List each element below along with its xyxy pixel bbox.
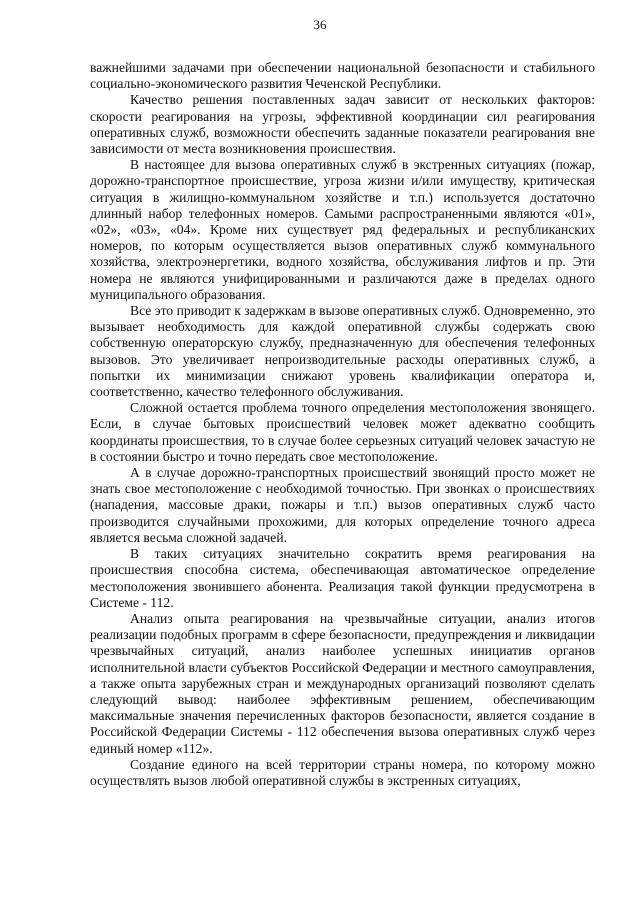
paragraph-1: важнейшими задачами при обеспечении национальной безопасности и стабильного социально-экономического развития Чеченской Республики. <box>90 60 595 92</box>
paragraph-9: Создание единого на всей территории страны номера, по которому можно осуществлять вызов любой оперативной службы в экстренных ситуациях, <box>90 756 595 788</box>
paragraph-7: В таких ситуациях значительно сократить время реагирования на происшествия способна система, обеспечивающая автоматическое определение местоположения звонившего абонента. Реализация такой функции предусмотрена в Системе - 112. <box>90 546 595 610</box>
paragraph-4: Все это приводит к задержкам в вызове оперативных служб. Одновременно, это вызывает необходимость для каждой оперативной службы содержать свою собственную операторскую службу, предназначенную для обеспечения телефонных вызовов. Это увеличивает непроизводительные расходы оперативных служб, а попытки их минимизации снижают уровень квалификации оператора и, соответственно, качество телефонного обслуживания. <box>90 303 595 400</box>
paragraph-6: А в случае дорожно-транспортных происшествий звонящий просто может не знать свое местоположение с необходимой точностью. При звонках о происшествиях (нападения, массовые драки, пожары и т.п.) вызов оперативных служб часто производится случайными прохожими, для которых определение точного адреса является весьма сложной задачей. <box>90 465 595 545</box>
document-body <box>90 60 595 789</box>
paragraph-2: Качество решения поставленных задач зависит от нескольких факторов: скорости реагирования на угрозы, эффективной координации сил реагирования оперативных служб, возможности обеспечить заданные показатели реагирования вне зависимости от места возникновения происшествия. <box>90 92 595 157</box>
paragraph-5: Сложной остается проблема точного определения местоположения звонящего. Если, в случае бытовых происшествий человек может адекватно сообщить координаты происшествия, то в случае более серьезных ситуаций человек зачастую не в состоянии быстро и точно передать свое местоположение. <box>90 400 595 464</box>
paragraph-8: Анализ опыта реагирования на чрезвычайные ситуации, анализ итогов реализации подобных программ в сфере безопасности, предупреждения и ликвидации чрезвычайных ситуаций, анализ наиболее успешных инициатив органов исполнительной власти субъектов Российской Федерации и местного самоуправления, а также опыта зарубежных стран и международных организаций позволяют сделать следующий вывод: наиболее эффективным решением, обеспечивающим максимальные значения перечисленных факторов безопасности, является создание в Российской Федерации Системы - 112 обеспечения вызова оперативных служб через единый номер «112». <box>90 610 595 756</box>
page-number: 36 <box>313 17 327 32</box>
paragraph-3: В настоящее для вызова оперативных служб в экстренных ситуациях (пожар, дорожно-транспортное происшествие, угроза жизни и/или имуществу, критическая ситуация в жилищно-коммунальном хозяйстве и т.п.) используется достаточно длинный набор телефонных номеров. Самыми распространенными являются «01», «02», «03», «04». Кроме них существует ряд федеральных и республиканских номеров, по которым осуществляется вызов оперативных служб коммунального хозяйства, электроэнергетики, водного хозяйства, обслуживания лифтов и пр. Эти номера не являются унифицированными и различаются даже в пределах одного муниципального образования. <box>90 157 595 302</box>
